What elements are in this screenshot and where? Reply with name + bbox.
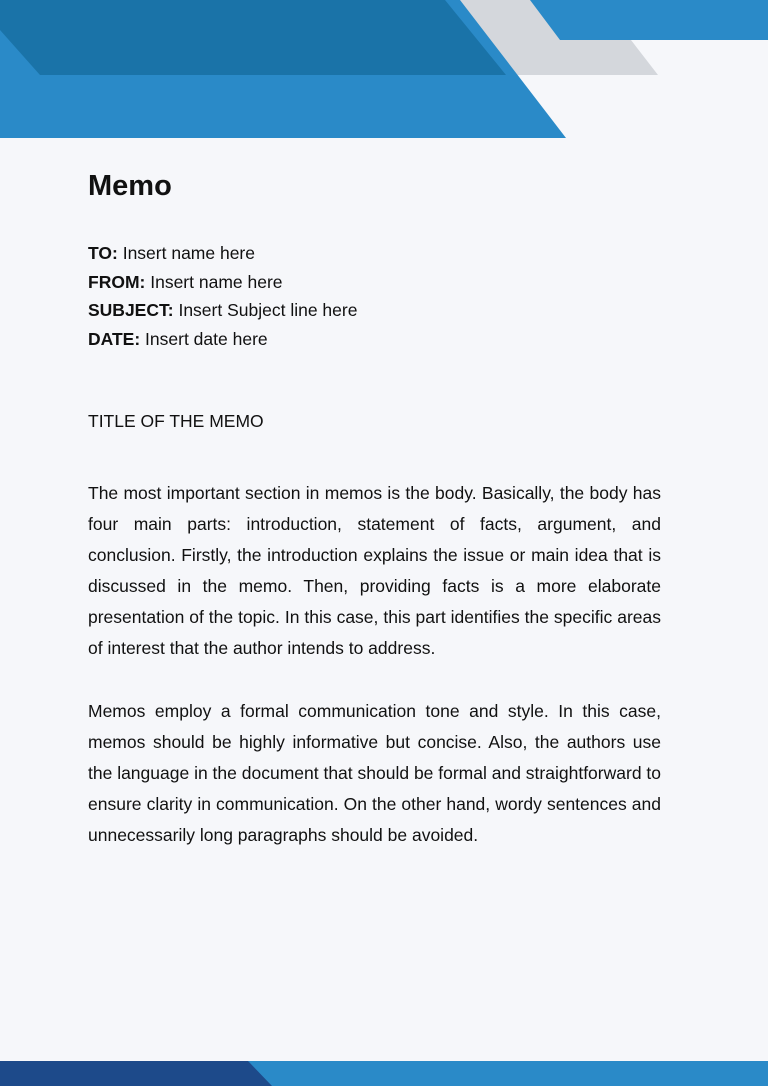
body-paragraph-1: The most important section in memos is the body. Basically, the body has four main parts: introduction, statement of facts, argument, and conclusion. Firstly, the introduction explains the issue or main idea that is discussed in the memo. Then, providing facts is a more elaborate presentation of the topic. In this case, this part identifies the specific areas of interest that the author intends to address. [88, 483, 661, 658]
field-subject-value: Insert Subject line here [178, 300, 358, 320]
header-right-blue-bar [530, 0, 768, 40]
body-paragraph-2: Memos employ a formal communication tone and style. In this case, memos should be highly informative but concise. Also, the authors use the language in the document that should be formal and straightforward to ensure clarity in communication. On the other hand, wordy sentences and unnecessarily long paragraphs should be avoided. [88, 701, 662, 845]
field-subject [88, 296, 661, 325]
field-from [88, 268, 661, 297]
memo-header-fields [88, 239, 661, 353]
footer-blue-bar [0, 1061, 768, 1086]
field-from-label: FROM: [88, 271, 146, 292]
field-date [88, 325, 661, 354]
field-date-label: DATE: [88, 328, 141, 349]
memo-heading: Memo [88, 170, 172, 202]
header-light-gray-shape [440, 0, 658, 75]
header-blue-band [0, 0, 566, 138]
field-date-value: Insert date here [145, 328, 268, 349]
field-to [88, 239, 661, 268]
field-to-value: Insert name here [122, 243, 255, 263]
memo-title: TITLE OF THE MEMO [88, 411, 264, 431]
field-subject-label: SUBJECT: [88, 300, 174, 320]
field-from-value: Insert name here [150, 271, 283, 292]
field-to-label: TO: [88, 243, 118, 263]
memo-document [88, 166, 661, 851]
footer-navy-shape [0, 1061, 272, 1086]
header-dark-blue-shape [0, 0, 506, 75]
